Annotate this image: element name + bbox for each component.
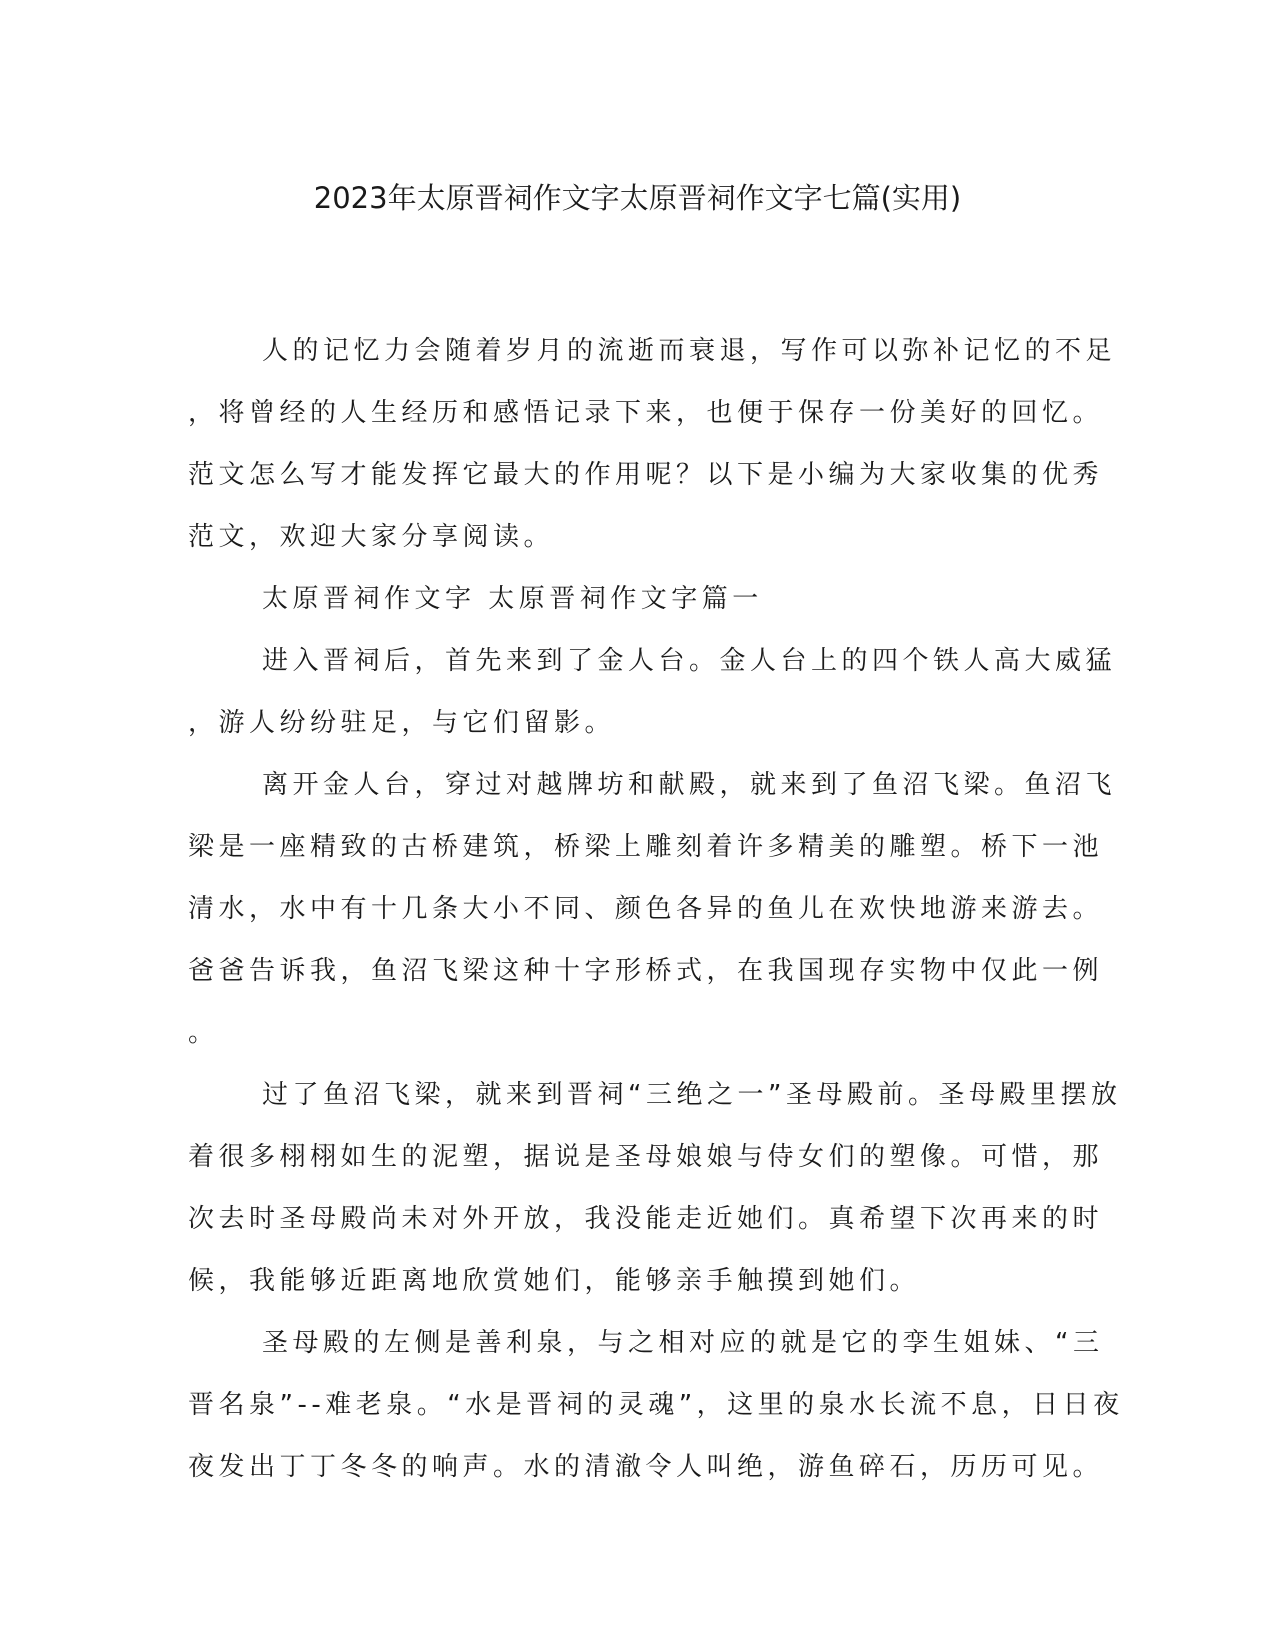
text-line: 清水，水中有十几条大小不同、颜色各异的鱼儿在欢快地游来游去。 [188,894,1104,924]
text-line: 爸爸告诉我，鱼沼飞梁这种十字形桥式，在我国现存实物中仅此一例 [188,956,1104,986]
text-line: 范文，欢迎大家分享阅读。 [188,522,555,552]
text-line: ，游人纷纷驻足，与它们留影。 [188,708,616,738]
text-line: 夜发出丁丁冬冬的响声。水的清澈令人叫绝，游鱼碎石，历历可见。 [188,1452,1104,1482]
text-line: 梁是一座精致的古桥建筑，桥梁上雕刻着许多精美的雕塑。桥下一池 [188,832,1104,862]
text-line: 候，我能够近距离地欣赏她们，能够亲手触摸到她们。 [188,1266,921,1296]
text-line: 人的记忆力会随着岁月的流逝而衰退，写作可以弥补记忆的不足 [262,336,1117,366]
text-line: 进入晋祠后，首先来到了金人台。金人台上的四个铁人高大威猛 [262,646,1117,676]
text-line: 离开金人台，穿过对越牌坊和献殿，就来到了鱼沼飞梁。鱼沼飞 [262,770,1117,800]
document-title: 2023年太原晋祠作文字太原晋祠作文字七篇(实用) [313,181,962,215]
text-line: ，将曾经的人生经历和感悟记录下来，也便于保存一份美好的回忆。 [188,398,1104,428]
text-line: 。 [188,1018,219,1048]
text-line: 着很多栩栩如生的泥塑，据说是圣母娘娘与侍女们的塑像。可惜，那 [188,1142,1104,1172]
text-line: 过了鱼沼飞梁，就来到晋祠“三绝之一”圣母殿前。圣母殿里摆放 [262,1080,1122,1110]
text-line: 晋名泉”--难老泉。“水是晋祠的灵魂”，这里的泉水长流不息，日日夜 [188,1390,1124,1420]
document-body [188,320,1124,1498]
text-line: 范文怎么写才能发挥它最大的作用呢？以下是小编为大家收集的优秀 [188,460,1104,490]
text-line: 次去时圣母殿尚未对外开放，我没能走近她们。真希望下次再来的时 [188,1204,1104,1234]
section-heading: 太原晋祠作文字 太原晋祠作文字篇一 [262,584,763,614]
text-line: 圣母殿的左侧是善利泉，与之相对应的就是它的孪生姐妹、“三 [262,1328,1104,1358]
